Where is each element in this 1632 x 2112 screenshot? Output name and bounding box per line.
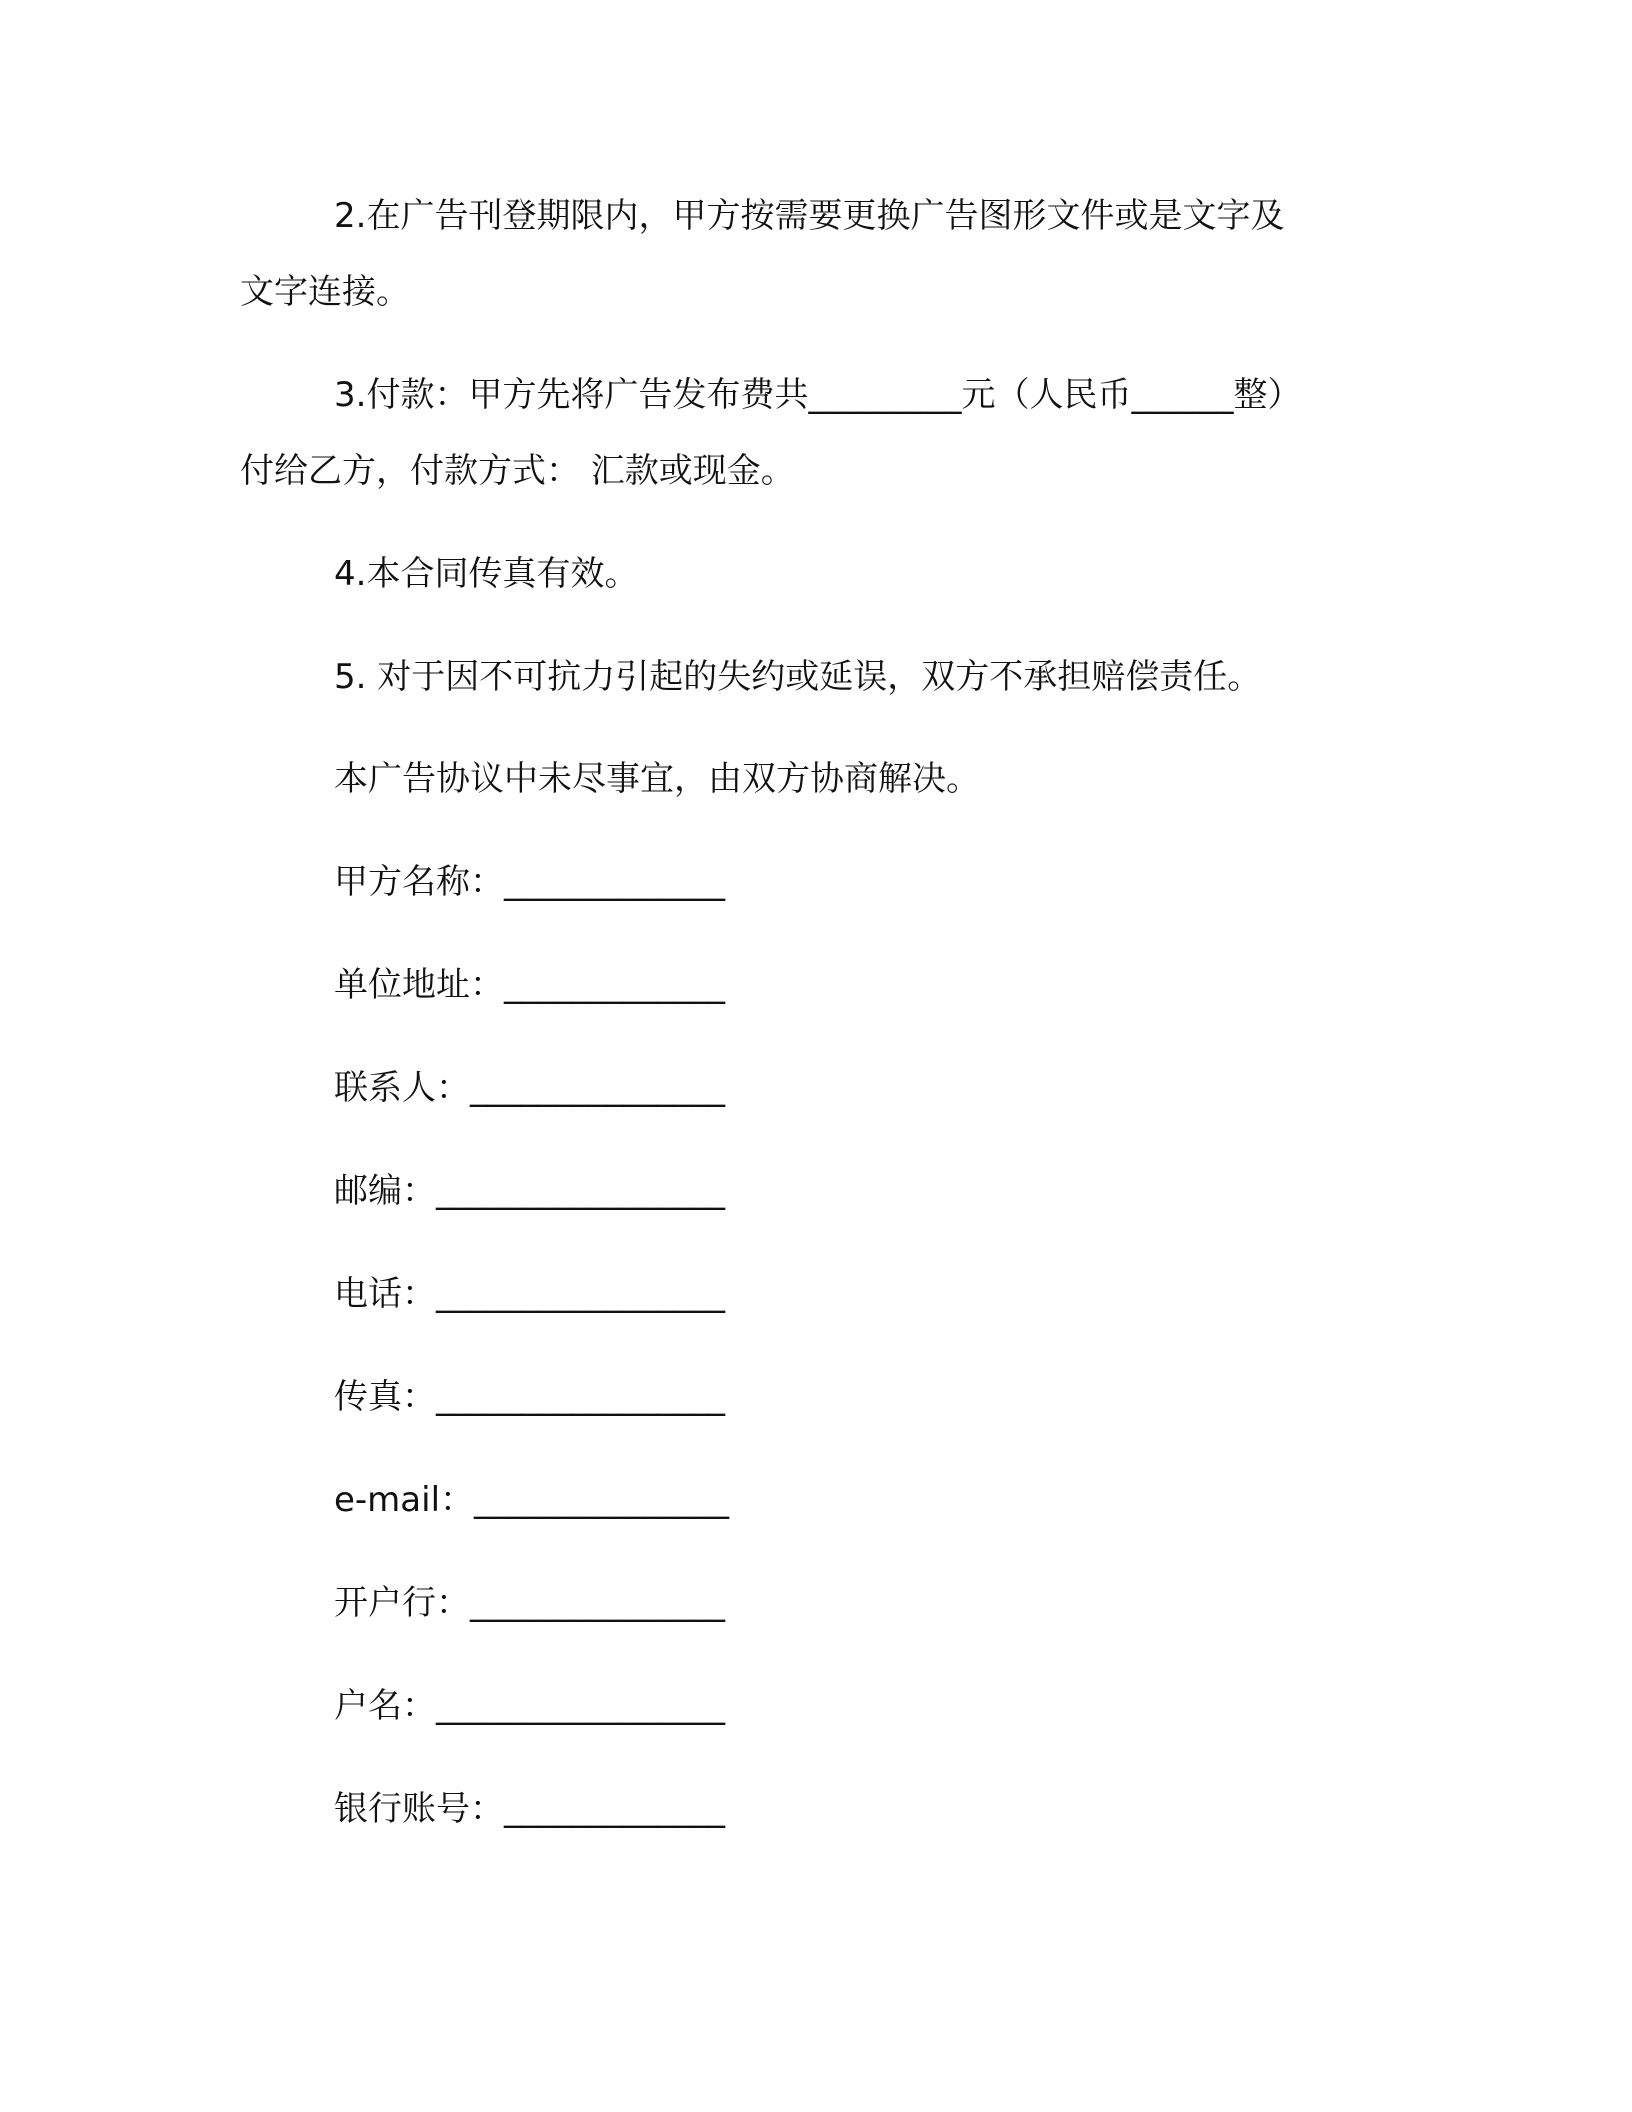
clause-4: 4.本合同传真有效。 [334, 554, 639, 594]
field-label: 单位地址： [334, 965, 504, 1005]
clause-2-line-2: 文字连接。 [240, 272, 410, 312]
form-field-phone [334, 1274, 725, 1314]
fill-in-blank: _________________ [436, 1274, 725, 1314]
fill-in-blank: _______________ [470, 1068, 725, 1108]
form-field-contact [334, 1068, 725, 1108]
form-field-account-name [334, 1686, 725, 1726]
field-label: e-mail： [334, 1480, 475, 1520]
form-field-fax [334, 1377, 725, 1417]
fill-in-blank: _______________ [474, 1480, 730, 1520]
clause-3-line-2: 付给乙方，付款方式： 汇款或现金。 [240, 451, 795, 491]
field-label: 电话： [334, 1274, 436, 1314]
fill-in-blank: _________________ [436, 1171, 725, 1211]
form-field-bank-account [334, 1789, 725, 1829]
clause-3-line-1: 3.付款：甲方先将广告发布费共_________元（人民币______整） [334, 375, 1302, 415]
fill-in-blank: _________________ [436, 1686, 725, 1726]
field-label: 甲方名称： [334, 862, 504, 902]
field-label: 传真： [334, 1377, 436, 1417]
fill-in-blank: _____________ [504, 965, 725, 1005]
form-field-bank [334, 1583, 725, 1623]
form-field-postcode [334, 1171, 725, 1211]
clause-2-line-1: 2.在广告刊登期限内，甲方按需要更换广告图形文件或是文字及 [334, 196, 1285, 236]
form-field-address [334, 965, 725, 1005]
form-field-email [334, 1480, 730, 1520]
form-field-party-a-name [334, 862, 725, 902]
fill-in-blank: _____________ [504, 862, 725, 902]
field-label: 邮编： [334, 1171, 436, 1211]
field-label: 联系人： [334, 1068, 470, 1108]
field-label: 银行账号： [334, 1789, 504, 1829]
fill-in-blank: _________________ [436, 1377, 725, 1417]
fill-in-blank: _______________ [470, 1583, 725, 1623]
closing-note: 本广告协议中未尽事宜，由双方协商解决。 [334, 759, 980, 799]
field-label: 户名： [334, 1686, 436, 1726]
field-label: 开户行： [334, 1583, 470, 1623]
clause-5: 5. 对于因不可抗力引起的失约或延误，双方不承担赔偿责任。 [334, 657, 1262, 697]
fill-in-blank: _____________ [504, 1789, 725, 1829]
